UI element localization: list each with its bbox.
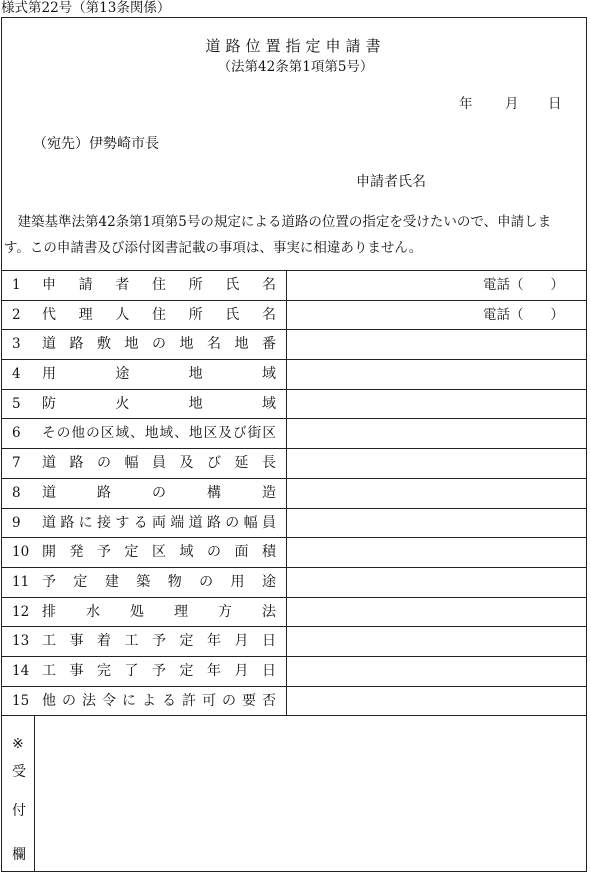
declaration-statement (4, 209, 590, 261)
table-row (1, 686, 587, 716)
row-label: 排 水 処 理 方 法 (42, 603, 276, 620)
row-number: 1 (12, 277, 21, 293)
row-value-field[interactable] (286, 449, 588, 478)
addressee: （宛先）伊勢崎市長 (33, 136, 159, 152)
row-number: 13 (12, 633, 30, 650)
row-value-field[interactable] (286, 568, 588, 597)
row-value-field[interactable] (286, 419, 588, 448)
table-row (1, 626, 587, 656)
row-value-field[interactable] (286, 479, 588, 508)
row-label: 工 事 完 了 予 定 年 月 日 (42, 662, 276, 679)
receipt-area[interactable] (34, 716, 587, 872)
row-label: 道 路 敷 地 の 地 名 地 番 (42, 336, 276, 353)
table-row (1, 656, 587, 686)
table-row (1, 567, 587, 597)
row-value-field[interactable] (286, 509, 588, 538)
row-number: 2 (12, 306, 21, 323)
receipt-label-char: 付 (12, 803, 26, 819)
row-label: 開 発 予 定 区 域 の 面 積 (42, 544, 276, 561)
receipt-label-char: 欄 (12, 847, 26, 863)
row-value-field[interactable] (286, 657, 588, 686)
statement-line-2: す。この申請書及び添付図書記載の事項は、事実に相違ありません。 (4, 240, 423, 256)
row-number: 9 (12, 514, 21, 531)
row-number: 11 (12, 573, 30, 590)
row-label: 防 火 地 域 (42, 395, 276, 412)
table-row (1, 448, 587, 478)
date-day-label: 日 (548, 96, 562, 112)
row-number: 12 (12, 603, 30, 620)
row-number: 6 (12, 425, 21, 442)
row-label: 用 途 地 域 (42, 366, 276, 383)
table-row (1, 597, 587, 627)
table-row (1, 300, 587, 330)
row-label: そ の 他 の 区 域 、 地 域 、 地 区 及 び 街 区 (42, 425, 276, 442)
row-number: 10 (12, 544, 30, 561)
receipt-label-char: 受 (12, 764, 26, 780)
row-value-field[interactable] (286, 687, 588, 716)
row-number: 15 (12, 692, 30, 709)
row-number: 7 (12, 455, 21, 472)
row-value-field[interactable] (286, 627, 588, 656)
date-year-label: 年 (459, 96, 473, 112)
row-label: 他 の 法 令 に よ る 許 可 の 要 否 (42, 692, 276, 709)
applicant-name-label: 申請者氏名 (356, 174, 426, 190)
row-number: 4 (12, 366, 21, 383)
row-label: 予 定 建 築 物 の 用 途 (42, 573, 276, 590)
table-row (1, 359, 587, 389)
row-number: 3 (12, 336, 21, 353)
form-number: 様式第22号（第13条関係） (1, 0, 171, 16)
phone-label: 電話（ ） (483, 277, 564, 293)
row-value-field[interactable] (286, 538, 588, 567)
row-label: 道 路 に 接 す る 両 端 道 路 の 幅 員 (42, 514, 276, 531)
row-number: 8 (12, 484, 21, 501)
row-label: 道 路 の 構 造 (42, 484, 276, 501)
row-label: 申 請 者 住 所 氏 名 (42, 277, 276, 293)
table-row (1, 270, 587, 300)
table-row (1, 329, 587, 359)
form-subtitle: （法第42条第1項第5号） (217, 59, 374, 75)
row-value-field[interactable] (286, 360, 588, 389)
row-number: 5 (12, 395, 21, 412)
form-title: 道路位置指定申請書 (205, 37, 386, 55)
row-label: 工 事 着 工 予 定 年 月 日 (42, 633, 276, 650)
statement-line-1: 建築基準法第42条第1項第5号の規定による道路の位置の指定を受けたいので、申請しま (4, 214, 552, 230)
row-value-field[interactable] (286, 301, 588, 330)
row-value-field[interactable] (286, 598, 588, 627)
table-row (1, 389, 587, 419)
date-month-label: 月 (505, 96, 519, 112)
row-value-field[interactable] (286, 271, 588, 300)
table-row (1, 537, 587, 567)
phone-label: 電話（ ） (483, 306, 564, 323)
receipt-label-column (1, 716, 35, 872)
receipt-section (1, 715, 587, 872)
row-value-field[interactable] (286, 330, 588, 359)
table-row (1, 418, 587, 448)
receipt-label-char: ※ (12, 736, 24, 752)
application-table (1, 270, 587, 715)
row-value-field[interactable] (286, 390, 588, 419)
row-number: 14 (12, 662, 30, 679)
row-label: 代 理 人 住 所 氏 名 (42, 306, 276, 323)
row-label: 道 路 の 幅 員 及 び 延 長 (42, 455, 276, 472)
table-row (1, 508, 587, 538)
table-row (1, 478, 587, 508)
